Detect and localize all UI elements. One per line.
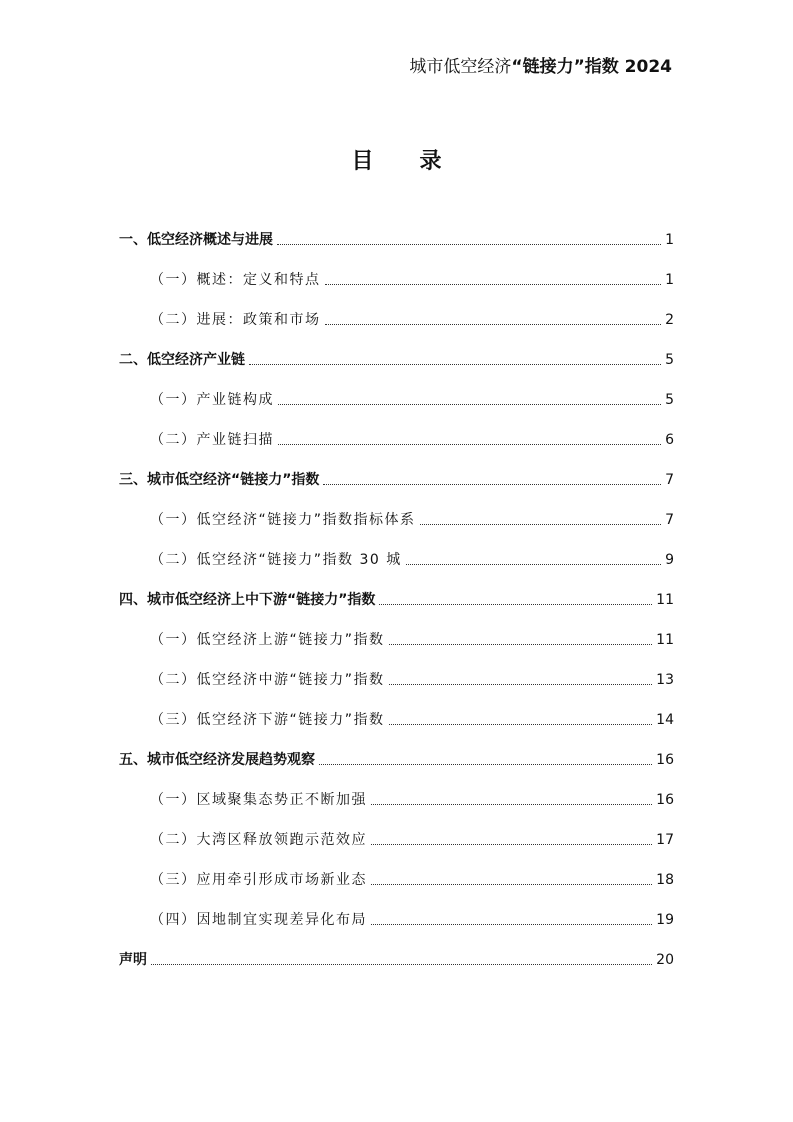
- toc-dot-leader: [151, 964, 652, 965]
- toc-entry-title: （一）低空经济上游“链接力”指数: [150, 632, 385, 648]
- running-header: [409, 55, 672, 79]
- toc-dot-leader: [406, 564, 661, 565]
- toc-dot-leader: [420, 524, 662, 525]
- toc-section-entry[interactable]: [119, 740, 674, 780]
- toc-dot-leader: [278, 404, 661, 405]
- toc-subsection-entry[interactable]: [119, 900, 674, 940]
- toc-dot-leader: [319, 764, 652, 765]
- toc-entry-title: （二）大湾区释放领跑示范效应: [150, 832, 367, 848]
- toc-section-entry[interactable]: [119, 460, 674, 500]
- toc-entry-title: （一）区域聚集态势正不断加强: [150, 792, 367, 808]
- table-of-contents: [119, 220, 674, 980]
- toc-dot-leader: [389, 724, 653, 725]
- toc-subsection-entry[interactable]: [119, 420, 674, 460]
- toc-page-number: 11: [656, 592, 674, 608]
- page-title: 目录: [351, 149, 488, 174]
- toc-page-number: 1: [665, 272, 674, 288]
- toc-section-entry[interactable]: [119, 580, 674, 620]
- toc-dot-leader: [325, 324, 662, 325]
- toc-dot-leader: [371, 844, 652, 845]
- toc-page-number: 13: [656, 672, 674, 688]
- toc-page-number: 9: [665, 552, 674, 568]
- toc-subsection-entry[interactable]: [119, 700, 674, 740]
- toc-entry-title: （四）因地制宜实现差异化布局: [150, 912, 367, 928]
- toc-entry-title: （二）低空经济中游“链接力”指数: [150, 672, 385, 688]
- toc-entry-title: 三、城市低空经济“链接力”指数: [119, 472, 320, 488]
- toc-page-number: 18: [656, 872, 674, 888]
- toc-dot-leader: [371, 884, 652, 885]
- toc-entry-title: （一）概述：定义和特点: [150, 272, 321, 288]
- toc-page-number: 7: [665, 472, 674, 488]
- toc-subsection-entry[interactable]: [119, 300, 674, 340]
- toc-dot-leader: [389, 684, 653, 685]
- toc-entry-title: （二）低空经济“链接力”指数 30 城: [150, 552, 402, 568]
- toc-page-number: 7: [665, 512, 674, 528]
- toc-page-number: 16: [656, 752, 674, 768]
- toc-dot-leader: [325, 284, 662, 285]
- toc-section-entry[interactable]: [119, 340, 674, 380]
- toc-subsection-entry[interactable]: [119, 660, 674, 700]
- header-title-bold: “链接力”指数 2024: [511, 57, 672, 77]
- toc-entry-title: 一、低空经济概述与进展: [119, 232, 273, 248]
- toc-dot-leader: [371, 924, 652, 925]
- toc-dot-leader: [323, 484, 661, 485]
- toc-entry-title: 二、低空经济产业链: [119, 352, 245, 368]
- toc-subsection-entry[interactable]: [119, 540, 674, 580]
- toc-section-entry[interactable]: [119, 220, 674, 260]
- toc-entry-title: （一）低空经济“链接力”指数指标体系: [150, 512, 416, 528]
- toc-page-number: 1: [665, 232, 674, 248]
- toc-dot-leader: [371, 804, 652, 805]
- toc-entry-title: （一）产业链构成: [150, 392, 274, 408]
- toc-page-number: 20: [656, 952, 674, 968]
- toc-subsection-entry[interactable]: [119, 260, 674, 300]
- toc-entry-title: 声明: [119, 952, 147, 968]
- toc-dot-leader: [379, 604, 652, 605]
- toc-subsection-entry[interactable]: [119, 380, 674, 420]
- toc-page-number: 11: [656, 632, 674, 648]
- toc-dot-leader: [249, 364, 661, 365]
- toc-dot-leader: [277, 244, 661, 245]
- toc-page-number: 16: [656, 792, 674, 808]
- toc-entry-title: （三）应用牵引形成市场新业态: [150, 872, 367, 888]
- toc-page-number: 2: [665, 312, 674, 328]
- toc-dot-leader: [278, 444, 661, 445]
- toc-page-number: 17: [656, 832, 674, 848]
- toc-subsection-entry[interactable]: [119, 620, 674, 660]
- toc-entry-title: （二）进展：政策和市场: [150, 312, 321, 328]
- toc-entry-title: 四、城市低空经济上中下游“链接力”指数: [119, 592, 376, 608]
- toc-subsection-entry[interactable]: [119, 780, 674, 820]
- toc-subsection-entry[interactable]: [119, 500, 674, 540]
- toc-subsection-entry[interactable]: [119, 860, 674, 900]
- toc-page-number: 5: [665, 392, 674, 408]
- toc-page-number: 14: [656, 712, 674, 728]
- toc-subsection-entry[interactable]: [119, 820, 674, 860]
- toc-entry-title: （三）低空经济下游“链接力”指数: [150, 712, 385, 728]
- toc-page-number: 5: [665, 352, 674, 368]
- toc-dot-leader: [389, 644, 653, 645]
- header-title-light: 城市低空经济: [409, 57, 512, 77]
- toc-entry-title: 五、城市低空经济发展趋势观察: [119, 752, 315, 768]
- toc-page-number: 6: [665, 432, 674, 448]
- toc-entry-title: （二）产业链扫描: [150, 432, 274, 448]
- toc-page-number: 19: [656, 912, 674, 928]
- toc-section-entry[interactable]: [119, 940, 674, 980]
